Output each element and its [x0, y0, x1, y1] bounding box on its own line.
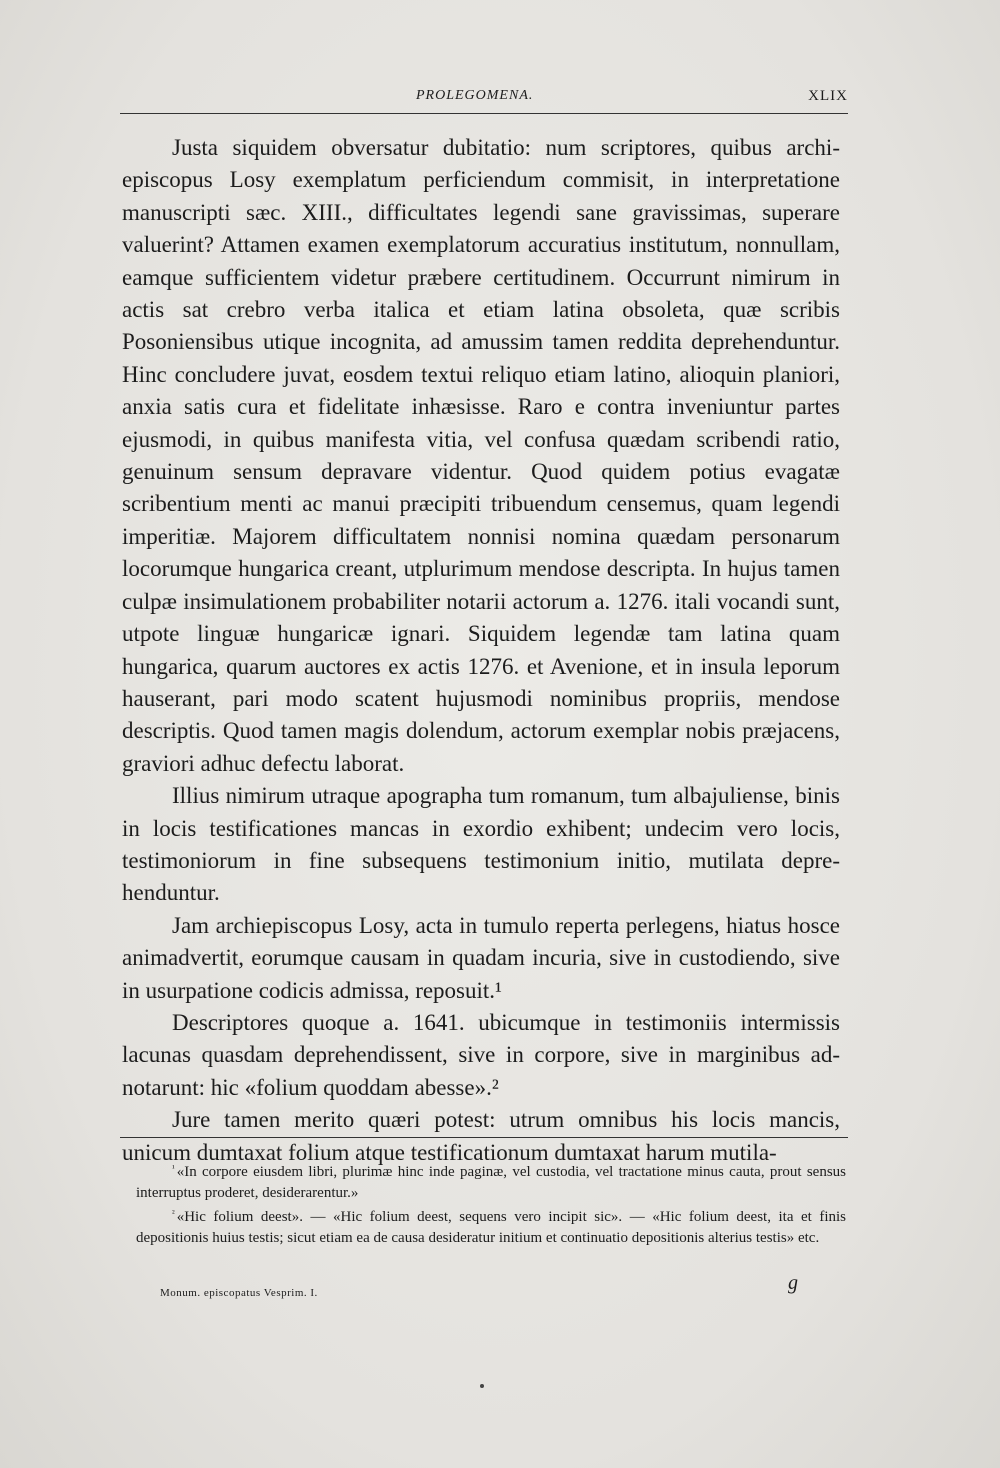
page-number: XLIX [808, 88, 848, 104]
printer-signature-line: Monum. episcopatus Vesprim. I. [160, 1287, 318, 1299]
header-rule [120, 113, 848, 114]
footnote-mark: ² [172, 1208, 175, 1218]
footnote-mark: ¹ [172, 1163, 175, 1173]
paragraph: Illius nimirum utraque apographa tum romanum, tum albajuliense, binis in locis testificationes mancas in exordio exhibent; undecim vero locis, testimoniorum in fine subsequens testimonium initio, mutilata deprehenduntur. [122, 783, 840, 906]
footnote [136, 1203, 846, 1248]
paragraph: Descriptores quoque a. 1641. ubicumque in testimoniis intermissis lacunas quasdam deprehendissent, sive in corpore, sive in marginibus adnotarunt: hic «folium quoddam abesse».² [122, 1009, 840, 1100]
footnote [136, 1158, 846, 1203]
footnote-text: «In corpore eiusdem libri, plurimæ hinc inde paginæ, vel custodia, vel tractatione minus cauta, prout sensus interruptus proderet, desiderarentur.» [136, 1164, 846, 1201]
footnote-rule [120, 1137, 848, 1138]
paragraph: Jam archiepiscopus Losy, acta in tumulo reperta perlegens, hiatus hosce animadvertit, eorumque causam in quadam incuria, sive in custodiendo, sive in usurpatione codicis admissa, reposuit.¹ [122, 912, 840, 1003]
running-head [120, 88, 848, 110]
footnotes [136, 1158, 846, 1248]
running-title: PROLEGOMENA. [416, 88, 534, 103]
signature-mark: g [788, 1272, 798, 1294]
paragraph: Justa siquidem obversatur dubitatio: num scriptores, quibus archiepiscopus Losy exemplatum perficiendum commisit, in interpretatione manuscripti sæc. XIII., difficultates legendi sane gravissimas, superare valuerint? Attamen examen exemplatorum accuratius institutum, nonnullam, eamque sufficientem videtur præbere certitudinem. Occurrunt nimirum in actis sat crebro verba italica et etiam latina obsoleta, quæ scribis Posoniensibus utique incognita, ad amussim tamen reddita deprehenduntur. Hinc concludere juvat, eosdem textui reliquo etiam latino, alioquin planiori, anxia satis cura et fidelitate inhæsisse. Raro e contra inveniuntur partes ejusmodi, in quibus manifesta vitia, vel confusa quædam scribendi ratio, genuinum sensum depravare videntur. Quod quidem potius evagatæ scribentium menti ac manui præcipiti tribuendum censemus, quam legendi imperitiæ. Majorem difficultatem nonnisi nomina quædam personarum locorumque hungarica creant, utplurimum mendose descripta. In hujus tamen culpæ insimulationem probabiliter notarii actorum a. 1276. itali vocandi sunt, utpote linguæ hungaricæ ignari. Siquidem legendæ tam latina quam hungarica, quarum auctores ex actis 1276. et Avenione, et in insula leporum hauserant, pari modo scatent hujusmodi nominibus propriis, mendose descriptis. Quod tamen magis dolendum, actorum exemplar nobis præjacens, graviori adhuc defectu laborat. [122, 135, 840, 776]
ink-speck [480, 1384, 484, 1388]
paragraph: Jure tamen merito quæri potest: utrum omnibus his locis mancis, unicum dumtaxat folium atque testificationum dumtaxat harum mutila- [122, 1107, 840, 1165]
footnote-text: «Hic folium deest». — «Hic folium deest, sequens vero incipit sic». — «Hic folium deest, ita et finis depositionis huius testis; sicut etiam ea de causa desideratur initium et continuatio depositionis alterius testis» etc. [136, 1209, 846, 1246]
main-text [122, 132, 840, 1169]
